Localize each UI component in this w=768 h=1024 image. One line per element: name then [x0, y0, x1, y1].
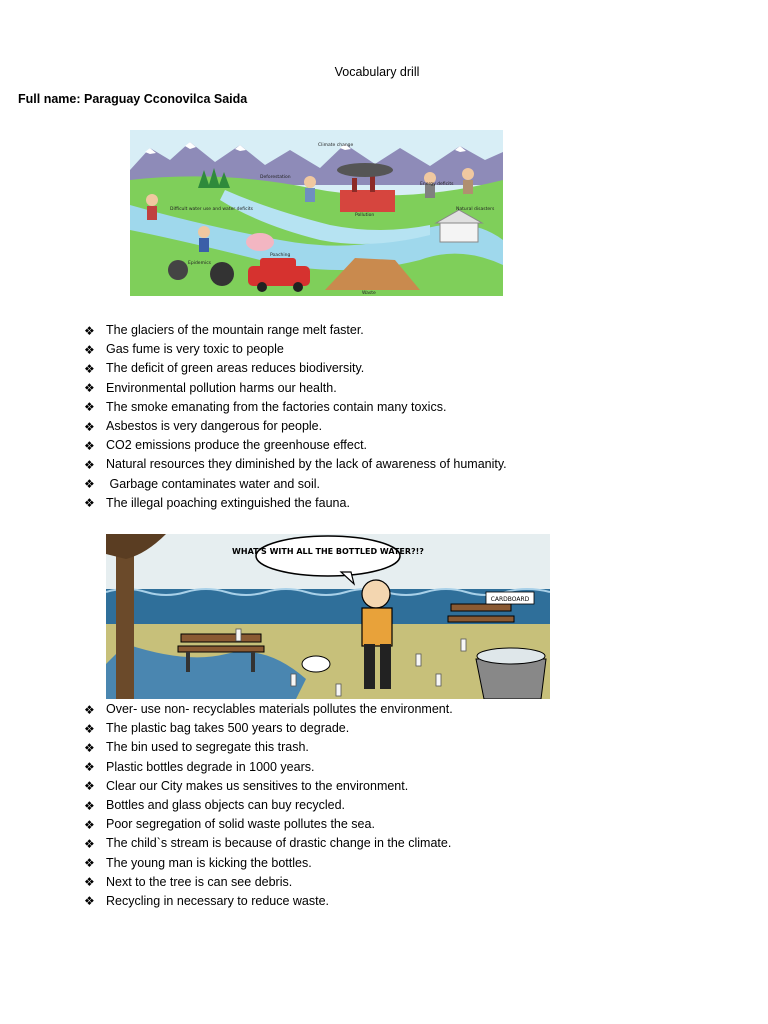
list-item-text: The illegal poaching extinguished the fauna.: [106, 495, 350, 510]
list-item: [84, 417, 507, 436]
bullet-diamond-icon: ❖: [84, 361, 95, 376]
full-name: Full name: Paraguay Cconovilca Saida: [18, 92, 248, 106]
label-epidemics: Epidemics: [188, 261, 212, 266]
list-item-text: Asbestos is very dangerous for people.: [106, 418, 323, 433]
bullet-diamond-icon: ❖: [84, 323, 95, 338]
list-item: [84, 455, 507, 474]
bullet-diamond-icon: ❖: [84, 817, 95, 832]
bullet-diamond-icon: ❖: [84, 875, 95, 890]
bullet-diamond-icon: ❖: [84, 342, 95, 357]
list-item-text: Gas fume is very toxic to people: [106, 342, 284, 357]
list-item-text: The plastic bag takes 500 years to degrade.: [106, 721, 350, 736]
list-item: [84, 475, 507, 494]
list-item-text: Poor segregation of solid waste pollutes the sea.: [106, 817, 375, 832]
vocabulary-list-2: [84, 700, 453, 911]
list-item: [84, 340, 507, 359]
document-title: Vocabulary drill: [334, 65, 420, 79]
bullet-diamond-icon: ❖: [84, 419, 95, 434]
list-item: [84, 494, 507, 513]
list-item-text: Garbage contaminates water and soil.: [106, 476, 321, 491]
label-poaching: Poaching: [270, 253, 291, 258]
list-item-text: CO2 emissions produce the greenhouse effect.: [106, 438, 368, 453]
list-item-text: Plastic bottles degrade in 1000 years.: [106, 759, 315, 774]
list-item: [84, 738, 453, 757]
list-item: [84, 758, 453, 777]
list-item: [84, 379, 507, 398]
list-item: [84, 700, 453, 719]
label-pollution: Pollution: [355, 213, 375, 218]
list-item: [84, 815, 453, 834]
label-climate-change: Climate change: [318, 143, 354, 148]
vocabulary-list-1: [84, 321, 507, 513]
environment-illustration: [130, 130, 503, 296]
list-item-text: Next to the tree is can see debris.: [106, 874, 293, 889]
bullet-diamond-icon: ❖: [84, 836, 95, 851]
bullet-diamond-icon: ❖: [84, 798, 95, 813]
list-item-text: The bin used to segregate this trash.: [106, 740, 309, 755]
list-item-text: The child`s stream is because of drastic change in the climate.: [106, 836, 452, 851]
bullet-diamond-icon: ❖: [84, 894, 95, 909]
label-energy-deficits: Energy deficits: [420, 182, 454, 187]
list-item-text: The deficit of green areas reduces biodiversity.: [106, 361, 365, 376]
bullet-diamond-icon: ❖: [84, 779, 95, 794]
list-item: [84, 321, 507, 340]
list-item: [84, 359, 507, 378]
label-water-deficits: Difficult water use and water deficits: [170, 207, 253, 212]
list-item: [84, 436, 507, 455]
bullet-diamond-icon: ❖: [84, 721, 95, 736]
bullet-diamond-icon: ❖: [84, 496, 95, 511]
bullet-diamond-icon: ❖: [84, 856, 95, 871]
list-item: [84, 873, 453, 892]
list-item-text: The glaciers of the mountain range melt faster.: [106, 323, 364, 337]
list-item-text: Natural resources they diminished by the lack of awareness of humanity.: [106, 457, 507, 472]
list-item: [84, 796, 453, 815]
list-item-text: The young man is kicking the bottles.: [106, 855, 312, 870]
label-deforestation: Deforestation: [260, 175, 291, 180]
speech-bubble-text: WHAT'S WITH ALL THE BOTTLED WATER?!?: [232, 547, 424, 556]
bottled-water-cartoon: [106, 534, 550, 699]
bullet-diamond-icon: ❖: [84, 760, 95, 775]
bullet-diamond-icon: ❖: [84, 457, 95, 472]
list-item-text: Environmental pollution harms our health.: [106, 380, 337, 395]
bullet-diamond-icon: ❖: [84, 400, 95, 415]
list-item: [84, 398, 507, 417]
bullet-diamond-icon: ❖: [84, 477, 95, 492]
list-item-text: Bottles and glass objects can buy recycled.: [106, 797, 346, 812]
list-item: [84, 854, 453, 873]
list-item-text: Clear our City makes us sensitives to the environment.: [106, 778, 409, 793]
cardboard-sign: CARDBOARD: [490, 596, 530, 603]
list-item-text: The smoke emanating from the factories contain many toxics.: [106, 399, 447, 414]
list-item: [84, 892, 453, 911]
label-natural-disasters: Natural disasters: [456, 207, 495, 212]
bullet-diamond-icon: ❖: [84, 438, 95, 453]
list-item-text: Recycling in necessary to reduce waste.: [106, 893, 330, 908]
bullet-diamond-icon: ❖: [84, 740, 95, 755]
list-item: [84, 777, 453, 796]
list-item-text: Over- use non- recyclables materials pollutes the environment.: [106, 702, 453, 716]
bullet-diamond-icon: ❖: [84, 381, 95, 396]
list-item: [84, 834, 453, 853]
list-item: [84, 719, 453, 738]
label-waste: Waste: [362, 291, 376, 296]
bullet-diamond-icon: ❖: [84, 702, 95, 717]
